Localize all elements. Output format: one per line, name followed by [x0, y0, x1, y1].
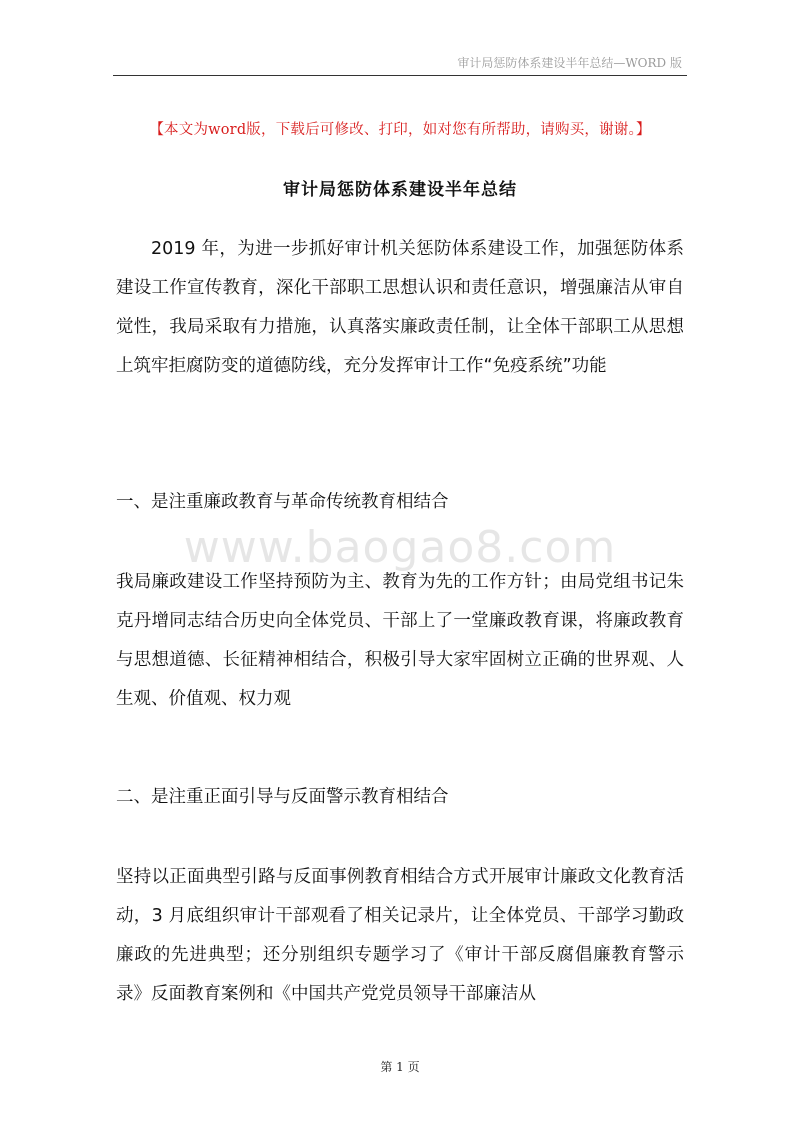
section-2-paragraph: 坚持以正面典型引路与反面事例教育相结合方式开展审计廉政文化教育活动，3 月底组织审计干部观看了相关记录片，让全体党员、干部学习勤政廉政的先进典型；还分别组织专题学习了《审计干部反腐倡廉教育警示录》反面教育案例和《中国共产党党员领导干部廉洁从 [116, 867, 684, 1004]
page-number: 第 1 页 [380, 1060, 420, 1074]
section-1-heading: 一、是注重廉政教育与革命传统教育相结合 [116, 492, 449, 512]
header-divider [113, 75, 687, 76]
watermark: www.baogao8.com [183, 522, 617, 573]
document-title: 审计局惩防体系建设半年总结 [283, 180, 517, 200]
section-2-heading: 二、是注重正面引导与反面警示教育相结合 [116, 787, 449, 807]
download-notice: 【本文为word版，下载后可修改、打印，如对您有所帮助，请购买，谢谢。】 [149, 122, 651, 138]
section-1-paragraph: 我局廉政建设工作坚持预防为主、教育为先的工作方针；由局党组书记朱克丹增同志结合历史向全体党员、干部上了一堂廉政教育课，将廉政教育与思想道德、长征精神相结合，积极引导大家牢固树立正确的世界观、人生观、价值观、权力观 [116, 572, 684, 709]
intro-paragraph: 2019 年，为进一步抓好审计机关惩防体系建设工作，加强惩防体系建设工作宣传教育，深化干部职工思想认识和责任意识，增强廉洁从审自觉性，我局采取有力措施，认真落实廉政责任制，让全体干部职工从思想上筑牢拒腐防变的道德防线，充分发挥审计工作“免疫系统”功能 [116, 239, 684, 376]
running-header: 审计局惩防体系建设半年总结—WORD 版 [457, 56, 682, 70]
